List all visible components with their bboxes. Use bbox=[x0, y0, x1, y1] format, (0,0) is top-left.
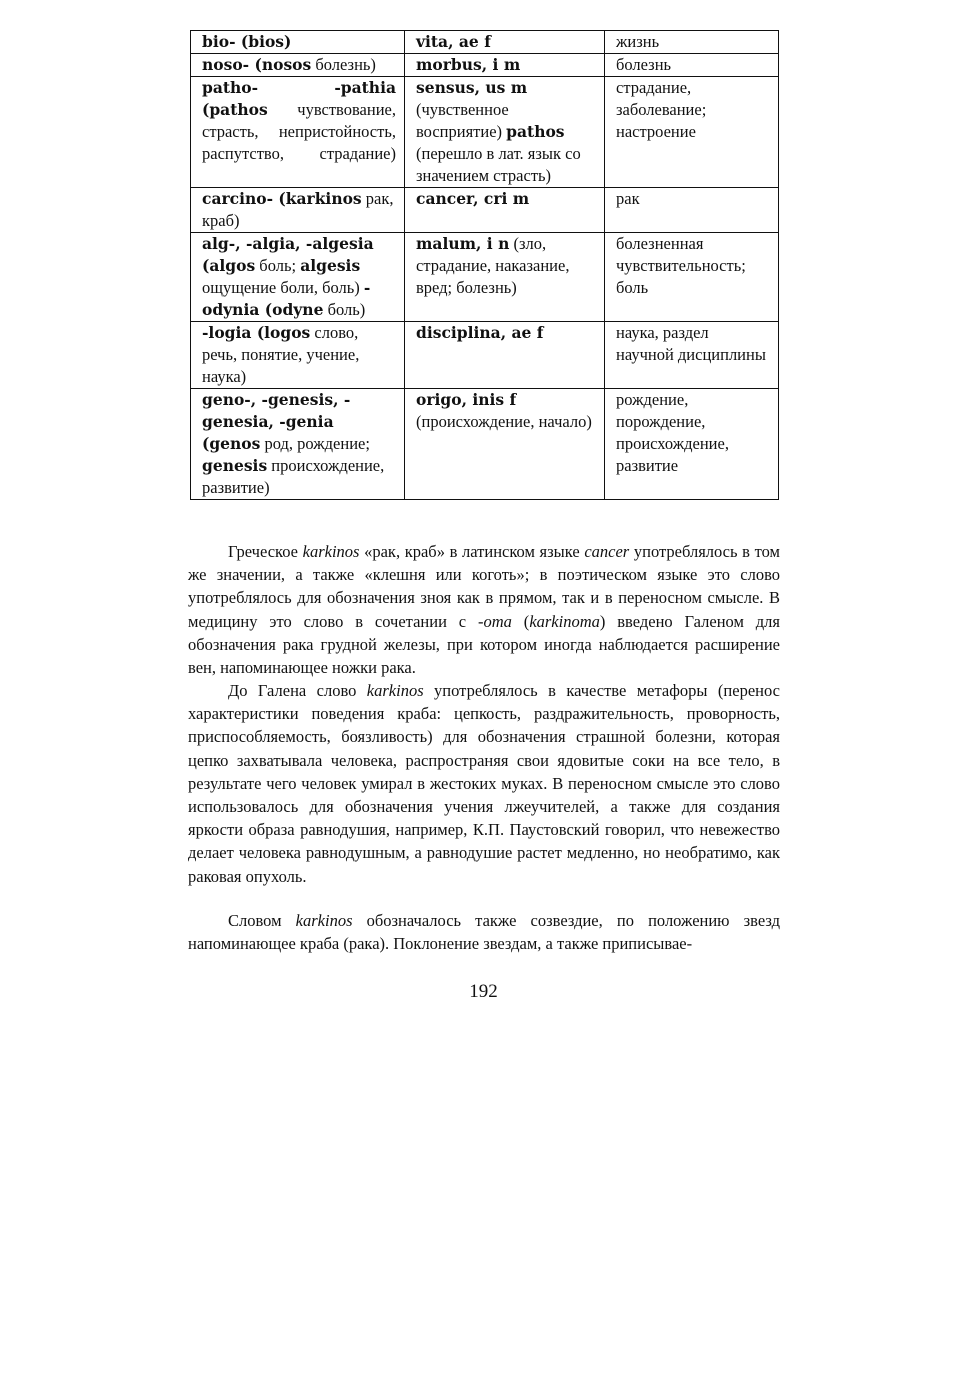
meaning-cell: рак bbox=[605, 188, 779, 233]
greek-element-cell: alg-, -algia, -algesia (algos боль; algesis ощущение боли, боль) -odynia (odyne боль) bbox=[191, 233, 405, 322]
meaning-cell: болезненная чувствительность; боль bbox=[605, 233, 779, 322]
meaning-cell: рождение, порождение, происхождение, развитие bbox=[605, 389, 779, 500]
greek-element-cell: carcino- (karkinos рак, краб) bbox=[191, 188, 405, 233]
greek-element-cell: patho- -pathia (pathos чувствование, страсть, непристойность, распутство, страдание) bbox=[191, 77, 405, 188]
body-paragraph: Словом karkinos обозначалось также созвездие, по положению звезд напоминающее краба (рака). Поклонение звездам, а также приписывае- bbox=[188, 911, 780, 954]
meaning-cell: наука, раздел научной дисциплины bbox=[605, 322, 779, 389]
table-row bbox=[191, 389, 779, 500]
latin-equivalent-cell: cancer, cri m bbox=[405, 188, 605, 233]
table-row bbox=[191, 322, 779, 389]
greek-element-cell: bio- (bios) bbox=[191, 31, 405, 54]
meaning-cell: страдание, заболевание; настроение bbox=[605, 77, 779, 188]
latin-equivalent-cell: malum, i n (зло, страдание, наказание, вред; болезнь) bbox=[405, 233, 605, 322]
latin-equivalent-cell: vita, ae f bbox=[405, 31, 605, 54]
table-row bbox=[191, 233, 779, 322]
page-number: 192 bbox=[469, 981, 498, 1002]
latin-equivalent-cell: morbus, i m bbox=[405, 54, 605, 77]
latin-equivalent-cell: origo, inis f (происхождение, начало) bbox=[405, 389, 605, 500]
greek-element-cell: geno-, -genesis, -genesia, -genia (genos род, рождение; genesis происхождение, развитие) bbox=[191, 389, 405, 500]
meaning-cell: болезнь bbox=[605, 54, 779, 77]
terminology-table bbox=[190, 30, 779, 500]
latin-equivalent-cell: disciplina, ae f bbox=[405, 322, 605, 389]
latin-equivalent-cell: sensus, us m (чувственное восприятие) pathos (перешло в лат. язык со значением страсть) bbox=[405, 77, 605, 188]
body-paragraph: Греческое karkinos «рак, краб» в латинском языке cancer употреблялось в том же значении, а также «клешня или коготь»; в поэтическом языке это слово употреблялось для обозначения зноя как в прямом, так и в переносном смысле. В медицину это слово в сочетании с -oma (karkinoma) введено Галеном для обозначения рака грудной железы, при котором иногда наблюдается расширение вен, напоминающее ножки рака. bbox=[188, 542, 781, 678]
table-row bbox=[191, 54, 779, 77]
greek-element-cell: noso- (nosos болезнь) bbox=[191, 54, 405, 77]
table-row bbox=[191, 31, 779, 54]
meaning-cell: жизнь bbox=[605, 31, 779, 54]
table-row bbox=[191, 188, 779, 233]
table-row bbox=[191, 77, 779, 188]
body-paragraph: До Галена слово karkinos употреблялось в качестве метафоры (перенос характеристики поведения краба: цепкость, раздражительность, проворность, приспособляемость, боязливость) для обозначения страшной болезни, которая цепко захватывала человека, распространяя свои ядовитые соки на все тело, в результате чего человек умирал в жестоких муках. В переносном смысле это слово использовалось для обозначения учения лжеучителей, а также для создания яркости образа равнодушия, например, К.П. Паустовский говорил, что невежество делает человека равнодушным, а равнодушие растет медленно, но необратимо, как раковая опухоль. bbox=[188, 681, 780, 886]
greek-element-cell: -logia (logos слово, речь, понятие, учение, наука) bbox=[191, 322, 405, 389]
